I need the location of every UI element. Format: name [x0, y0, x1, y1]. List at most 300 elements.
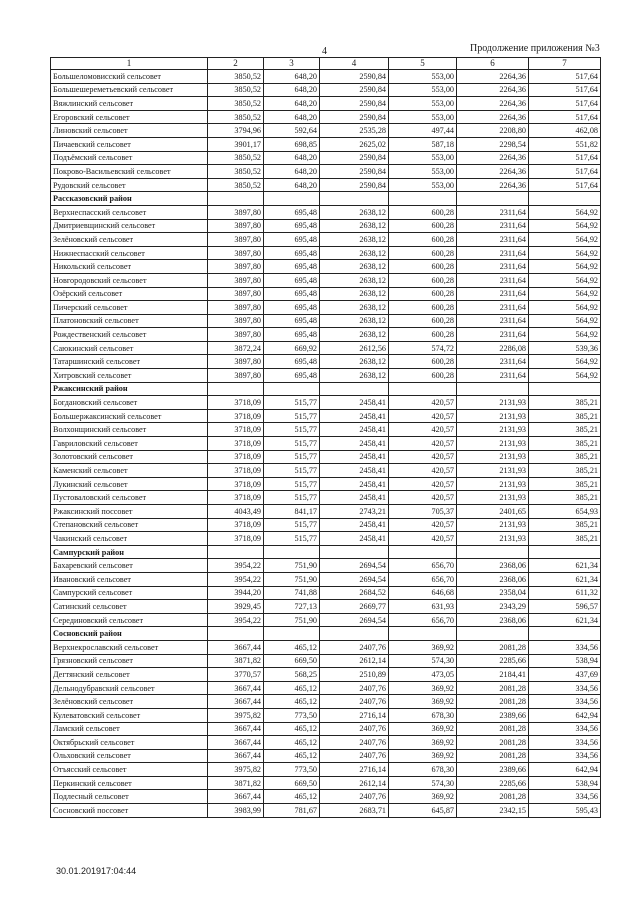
value-cell	[264, 627, 320, 641]
value-cell: 773,50	[264, 708, 320, 722]
value-cell: 656,70	[389, 613, 457, 627]
value-cell: 592,64	[264, 124, 320, 138]
value-cell: 2407,76	[320, 681, 389, 695]
table-row	[51, 491, 601, 505]
table-row	[51, 654, 601, 668]
value-cell: 564,92	[529, 355, 601, 369]
value-cell: 2716,14	[320, 708, 389, 722]
value-cell: 695,48	[264, 355, 320, 369]
settlement-name: Гавриловский сельсовет	[51, 437, 208, 451]
value-cell	[529, 192, 601, 206]
value-cell: 564,92	[529, 233, 601, 247]
settlement-name: Большержаксинский сельсовет	[51, 409, 208, 423]
value-cell: 517,64	[529, 165, 601, 179]
value-cell: 741,88	[264, 586, 320, 600]
settlement-name: Большешереметьевский сельсовет	[51, 83, 208, 97]
value-cell: 3667,44	[208, 695, 264, 709]
district-header-row	[51, 192, 601, 206]
value-cell: 3954,22	[208, 613, 264, 627]
value-cell: 2264,36	[457, 83, 529, 97]
value-cell: 2694,54	[320, 613, 389, 627]
value-cell: 2368,06	[457, 613, 529, 627]
value-cell: 2311,64	[457, 301, 529, 315]
table-row	[51, 708, 601, 722]
value-cell: 420,57	[389, 518, 457, 532]
settlement-name: Рождественский сельсовет	[51, 328, 208, 342]
district-name: Ржаксинский район	[51, 382, 208, 396]
value-cell: 334,56	[529, 681, 601, 695]
value-cell: 2311,64	[457, 273, 529, 287]
value-cell: 515,77	[264, 423, 320, 437]
value-cell: 334,56	[529, 790, 601, 804]
value-cell: 385,21	[529, 423, 601, 437]
value-cell: 2342,15	[457, 804, 529, 818]
value-cell	[208, 627, 264, 641]
value-cell: 2343,29	[457, 600, 529, 614]
value-cell: 2638,12	[320, 301, 389, 315]
table-row	[51, 640, 601, 654]
table-row	[51, 301, 601, 315]
value-cell: 420,57	[389, 396, 457, 410]
value-cell: 334,56	[529, 749, 601, 763]
settlement-name: Пичаевский сельсовет	[51, 137, 208, 151]
value-cell: 2358,04	[457, 586, 529, 600]
value-cell: 564,92	[529, 301, 601, 315]
table-row	[51, 369, 601, 383]
value-cell: 2638,12	[320, 328, 389, 342]
settlement-name: Перкинский сельсовет	[51, 776, 208, 790]
value-cell: 420,57	[389, 532, 457, 546]
table-row	[51, 505, 601, 519]
value-cell: 515,77	[264, 450, 320, 464]
settlement-name: Отъясский сельсовет	[51, 763, 208, 777]
value-cell: 2638,12	[320, 369, 389, 383]
value-cell: 2612,56	[320, 341, 389, 355]
value-cell: 574,30	[389, 654, 457, 668]
value-cell: 2286,08	[457, 341, 529, 355]
table-row	[51, 409, 601, 423]
table-row	[51, 314, 601, 328]
settlement-name: Верхнекрославский сельсовет	[51, 640, 208, 654]
value-cell: 656,70	[389, 559, 457, 573]
value-cell: 2458,41	[320, 423, 389, 437]
table-row	[51, 396, 601, 410]
table-row	[51, 260, 601, 274]
value-cell: 751,90	[264, 559, 320, 573]
value-cell: 841,17	[264, 505, 320, 519]
column-number: 4	[320, 58, 389, 70]
value-cell: 2368,06	[457, 559, 529, 573]
value-cell: 2081,28	[457, 722, 529, 736]
value-cell: 2389,66	[457, 708, 529, 722]
settlement-name: Хитровский сельсовет	[51, 369, 208, 383]
settlement-name: Пустоваловский сельсовет	[51, 491, 208, 505]
value-cell: 656,70	[389, 572, 457, 586]
table-row	[51, 137, 601, 151]
column-number: 5	[389, 58, 457, 70]
value-cell: 515,77	[264, 409, 320, 423]
value-cell: 2407,76	[320, 790, 389, 804]
value-cell: 3718,09	[208, 532, 264, 546]
value-cell: 517,64	[529, 83, 601, 97]
value-cell: 564,92	[529, 328, 601, 342]
value-cell: 2625,02	[320, 137, 389, 151]
value-cell: 2458,41	[320, 464, 389, 478]
value-cell: 3850,52	[208, 70, 264, 84]
table-row	[51, 205, 601, 219]
value-cell: 2311,64	[457, 260, 529, 274]
value-cell: 3850,52	[208, 165, 264, 179]
value-cell: 2638,12	[320, 233, 389, 247]
settlement-name: Октябрьский сельсовет	[51, 736, 208, 750]
table-row	[51, 477, 601, 491]
value-cell: 2407,76	[320, 722, 389, 736]
table-row	[51, 695, 601, 709]
value-cell: 2407,76	[320, 749, 389, 763]
settlement-name: Новгородовский сельсовет	[51, 273, 208, 287]
value-cell: 4043,49	[208, 505, 264, 519]
value-cell	[389, 192, 457, 206]
value-cell: 538,94	[529, 776, 601, 790]
value-cell: 669,92	[264, 341, 320, 355]
value-cell: 2184,41	[457, 668, 529, 682]
value-cell: 574,30	[389, 776, 457, 790]
value-cell: 553,00	[389, 70, 457, 84]
value-cell: 517,64	[529, 178, 601, 192]
value-cell: 2131,93	[457, 477, 529, 491]
value-cell: 3872,24	[208, 341, 264, 355]
value-cell: 515,77	[264, 532, 320, 546]
table-row	[51, 246, 601, 260]
value-cell: 3975,82	[208, 708, 264, 722]
value-cell: 695,48	[264, 233, 320, 247]
value-cell: 2131,93	[457, 532, 529, 546]
district-header-row	[51, 627, 601, 641]
district-name: Сампурский район	[51, 545, 208, 559]
settlement-name: Верхнеспасский сельсовет	[51, 205, 208, 219]
settlement-name: Сатинский сельсовет	[51, 600, 208, 614]
value-cell: 3897,80	[208, 314, 264, 328]
settlement-name: Подлесный сельсовет	[51, 790, 208, 804]
value-cell: 2590,84	[320, 165, 389, 179]
value-cell: 648,20	[264, 97, 320, 111]
value-cell: 2638,12	[320, 314, 389, 328]
value-cell: 465,12	[264, 681, 320, 695]
value-cell: 646,68	[389, 586, 457, 600]
value-cell: 538,94	[529, 654, 601, 668]
value-cell: 727,13	[264, 600, 320, 614]
column-number: 2	[208, 58, 264, 70]
value-cell: 2638,12	[320, 355, 389, 369]
value-cell: 695,48	[264, 260, 320, 274]
table-row	[51, 355, 601, 369]
table-row	[51, 464, 601, 478]
table-row	[51, 437, 601, 451]
settlement-name: Татаршинский сельсовет	[51, 355, 208, 369]
value-cell: 515,77	[264, 464, 320, 478]
value-cell: 462,08	[529, 124, 601, 138]
value-cell: 587,18	[389, 137, 457, 151]
value-cell: 2590,84	[320, 151, 389, 165]
value-cell: 2638,12	[320, 246, 389, 260]
print-timestamp: 30.01.201917:04:44	[56, 866, 137, 876]
value-cell: 2535,28	[320, 124, 389, 138]
value-cell: 2407,76	[320, 695, 389, 709]
settlement-name: Серединовский сельсовет	[51, 613, 208, 627]
settlement-name: Чакинский сельсовет	[51, 532, 208, 546]
value-cell: 2264,36	[457, 110, 529, 124]
value-cell: 2407,76	[320, 640, 389, 654]
column-number: 7	[529, 58, 601, 70]
value-cell: 3718,09	[208, 437, 264, 451]
value-cell: 2368,06	[457, 572, 529, 586]
value-cell	[389, 545, 457, 559]
value-cell: 2311,64	[457, 328, 529, 342]
settlement-name: Дегтянский сельсовет	[51, 668, 208, 682]
table-row	[51, 736, 601, 750]
value-cell: 621,34	[529, 613, 601, 627]
table-row	[51, 97, 601, 111]
settlement-name: Подъёмский сельсовет	[51, 151, 208, 165]
value-cell: 600,28	[389, 314, 457, 328]
district-header-row	[51, 382, 601, 396]
value-cell: 2458,41	[320, 396, 389, 410]
table-row	[51, 83, 601, 97]
value-cell: 3667,44	[208, 681, 264, 695]
settlement-name: Дельнодубравский сельсовет	[51, 681, 208, 695]
value-cell: 621,34	[529, 559, 601, 573]
value-cell: 3718,09	[208, 450, 264, 464]
value-cell: 3718,09	[208, 477, 264, 491]
value-cell: 3718,09	[208, 409, 264, 423]
value-cell: 420,57	[389, 437, 457, 451]
value-cell: 334,56	[529, 640, 601, 654]
value-cell: 3897,80	[208, 219, 264, 233]
settlement-name: Озёрский сельсовет	[51, 287, 208, 301]
value-cell: 3718,09	[208, 518, 264, 532]
value-cell: 600,28	[389, 273, 457, 287]
value-cell: 2298,54	[457, 137, 529, 151]
table-row	[51, 763, 601, 777]
settlement-name: Степановский сельсовет	[51, 518, 208, 532]
value-cell: 698,85	[264, 137, 320, 151]
value-cell	[529, 627, 601, 641]
settlement-name: Егоровский сельсовет	[51, 110, 208, 124]
table-row	[51, 681, 601, 695]
value-cell: 369,92	[389, 640, 457, 654]
value-cell: 2264,36	[457, 70, 529, 84]
value-cell: 517,64	[529, 151, 601, 165]
value-cell: 2590,84	[320, 83, 389, 97]
table-row	[51, 124, 601, 138]
table-row	[51, 70, 601, 84]
value-cell: 2081,28	[457, 736, 529, 750]
table-row	[51, 233, 601, 247]
value-cell: 648,20	[264, 83, 320, 97]
value-cell: 564,92	[529, 314, 601, 328]
value-cell	[208, 192, 264, 206]
value-cell: 369,92	[389, 749, 457, 763]
value-cell: 600,28	[389, 260, 457, 274]
value-cell: 553,00	[389, 110, 457, 124]
table-row	[51, 586, 601, 600]
value-cell: 3897,80	[208, 233, 264, 247]
value-cell: 551,82	[529, 137, 601, 151]
value-cell: 2131,93	[457, 491, 529, 505]
settlement-name: Сампурский сельсовет	[51, 586, 208, 600]
value-cell: 678,30	[389, 763, 457, 777]
value-cell: 3944,20	[208, 586, 264, 600]
value-cell: 497,44	[389, 124, 457, 138]
value-cell: 2612,14	[320, 776, 389, 790]
value-cell	[320, 382, 389, 396]
table-row	[51, 151, 601, 165]
value-cell: 2458,41	[320, 409, 389, 423]
value-cell: 642,94	[529, 708, 601, 722]
value-cell: 564,92	[529, 273, 601, 287]
value-cell: 369,92	[389, 695, 457, 709]
table-row	[51, 219, 601, 233]
value-cell: 600,28	[389, 205, 457, 219]
table-row	[51, 165, 601, 179]
value-cell: 3901,17	[208, 137, 264, 151]
value-cell: 385,21	[529, 491, 601, 505]
settlement-name: Кулеватовский сельсовет	[51, 708, 208, 722]
value-cell: 2638,12	[320, 205, 389, 219]
table-row	[51, 273, 601, 287]
settlement-name: Ольховский сельсовет	[51, 749, 208, 763]
value-cell: 2131,93	[457, 518, 529, 532]
value-cell: 564,92	[529, 219, 601, 233]
district-name: Сосновский район	[51, 627, 208, 641]
column-number-row	[51, 58, 601, 70]
value-cell: 564,92	[529, 246, 601, 260]
value-cell	[264, 192, 320, 206]
value-cell: 2590,84	[320, 110, 389, 124]
page-number: 4	[322, 46, 327, 57]
value-cell: 420,57	[389, 464, 457, 478]
value-cell: 334,56	[529, 722, 601, 736]
value-cell: 781,67	[264, 804, 320, 818]
value-cell: 3897,80	[208, 328, 264, 342]
value-cell: 2311,64	[457, 287, 529, 301]
value-cell: 553,00	[389, 151, 457, 165]
value-cell: 564,92	[529, 369, 601, 383]
value-cell	[208, 382, 264, 396]
value-cell: 654,93	[529, 505, 601, 519]
value-cell: 751,90	[264, 613, 320, 627]
value-cell	[389, 382, 457, 396]
settlement-name: Линовский сельсовет	[51, 124, 208, 138]
table-row	[51, 776, 601, 790]
continuation-label: Продолжение приложения №3	[470, 43, 600, 54]
table-row	[51, 450, 601, 464]
table-row	[51, 613, 601, 627]
value-cell	[320, 545, 389, 559]
value-cell: 553,00	[389, 178, 457, 192]
value-cell: 515,77	[264, 437, 320, 451]
value-cell: 3897,80	[208, 260, 264, 274]
value-cell: 2458,41	[320, 477, 389, 491]
value-cell: 2684,52	[320, 586, 389, 600]
value-cell: 2458,41	[320, 437, 389, 451]
value-cell: 695,48	[264, 246, 320, 260]
value-cell: 3929,45	[208, 600, 264, 614]
value-cell: 2683,71	[320, 804, 389, 818]
value-cell: 600,28	[389, 233, 457, 247]
value-cell: 3897,80	[208, 287, 264, 301]
value-cell: 600,28	[389, 328, 457, 342]
value-cell: 465,12	[264, 722, 320, 736]
value-cell: 385,21	[529, 450, 601, 464]
value-cell: 2264,36	[457, 165, 529, 179]
value-cell: 369,92	[389, 790, 457, 804]
value-cell: 2743,21	[320, 505, 389, 519]
value-cell: 2264,36	[457, 151, 529, 165]
table-row	[51, 423, 601, 437]
table-row	[51, 600, 601, 614]
settlement-name: Ламский сельсовет	[51, 722, 208, 736]
settlement-name: Ржаксинский поссовет	[51, 505, 208, 519]
value-cell: 3897,80	[208, 301, 264, 315]
value-cell	[264, 382, 320, 396]
value-cell: 648,20	[264, 165, 320, 179]
value-cell: 420,57	[389, 409, 457, 423]
value-cell: 600,28	[389, 246, 457, 260]
value-cell: 3897,80	[208, 369, 264, 383]
settlement-name: Нижнеспасский сельсовет	[51, 246, 208, 260]
value-cell: 2081,28	[457, 640, 529, 654]
settlement-name: Зелёновский сельсовет	[51, 233, 208, 247]
value-cell: 2669,77	[320, 600, 389, 614]
value-cell: 3718,09	[208, 464, 264, 478]
value-cell: 2458,41	[320, 518, 389, 532]
value-cell: 705,37	[389, 505, 457, 519]
value-cell: 553,00	[389, 165, 457, 179]
value-cell: 2311,64	[457, 314, 529, 328]
value-cell: 420,57	[389, 491, 457, 505]
table-row	[51, 722, 601, 736]
value-cell: 3850,52	[208, 151, 264, 165]
settlement-name: Саюкинский сельсовет	[51, 341, 208, 355]
value-cell: 3954,22	[208, 572, 264, 586]
value-cell: 3667,44	[208, 640, 264, 654]
value-cell: 2389,66	[457, 763, 529, 777]
table-row	[51, 532, 601, 546]
value-cell: 564,92	[529, 260, 601, 274]
value-cell: 2638,12	[320, 260, 389, 274]
value-cell: 3975,82	[208, 763, 264, 777]
value-cell	[389, 627, 457, 641]
settlement-name: Бахаревский сельсовет	[51, 559, 208, 573]
value-cell: 385,21	[529, 464, 601, 478]
settlement-name: Богдановский сельсовет	[51, 396, 208, 410]
settlement-name: Сосновский поссовет	[51, 804, 208, 818]
value-cell: 669,50	[264, 776, 320, 790]
value-cell: 648,20	[264, 70, 320, 84]
value-cell: 553,00	[389, 83, 457, 97]
value-cell: 2716,14	[320, 763, 389, 777]
value-cell: 695,48	[264, 219, 320, 233]
table-row	[51, 341, 601, 355]
value-cell: 420,57	[389, 423, 457, 437]
value-cell: 3794,96	[208, 124, 264, 138]
value-cell: 3871,82	[208, 776, 264, 790]
value-cell: 3850,52	[208, 83, 264, 97]
value-cell: 3897,80	[208, 355, 264, 369]
value-cell: 369,92	[389, 722, 457, 736]
value-cell: 2264,36	[457, 97, 529, 111]
